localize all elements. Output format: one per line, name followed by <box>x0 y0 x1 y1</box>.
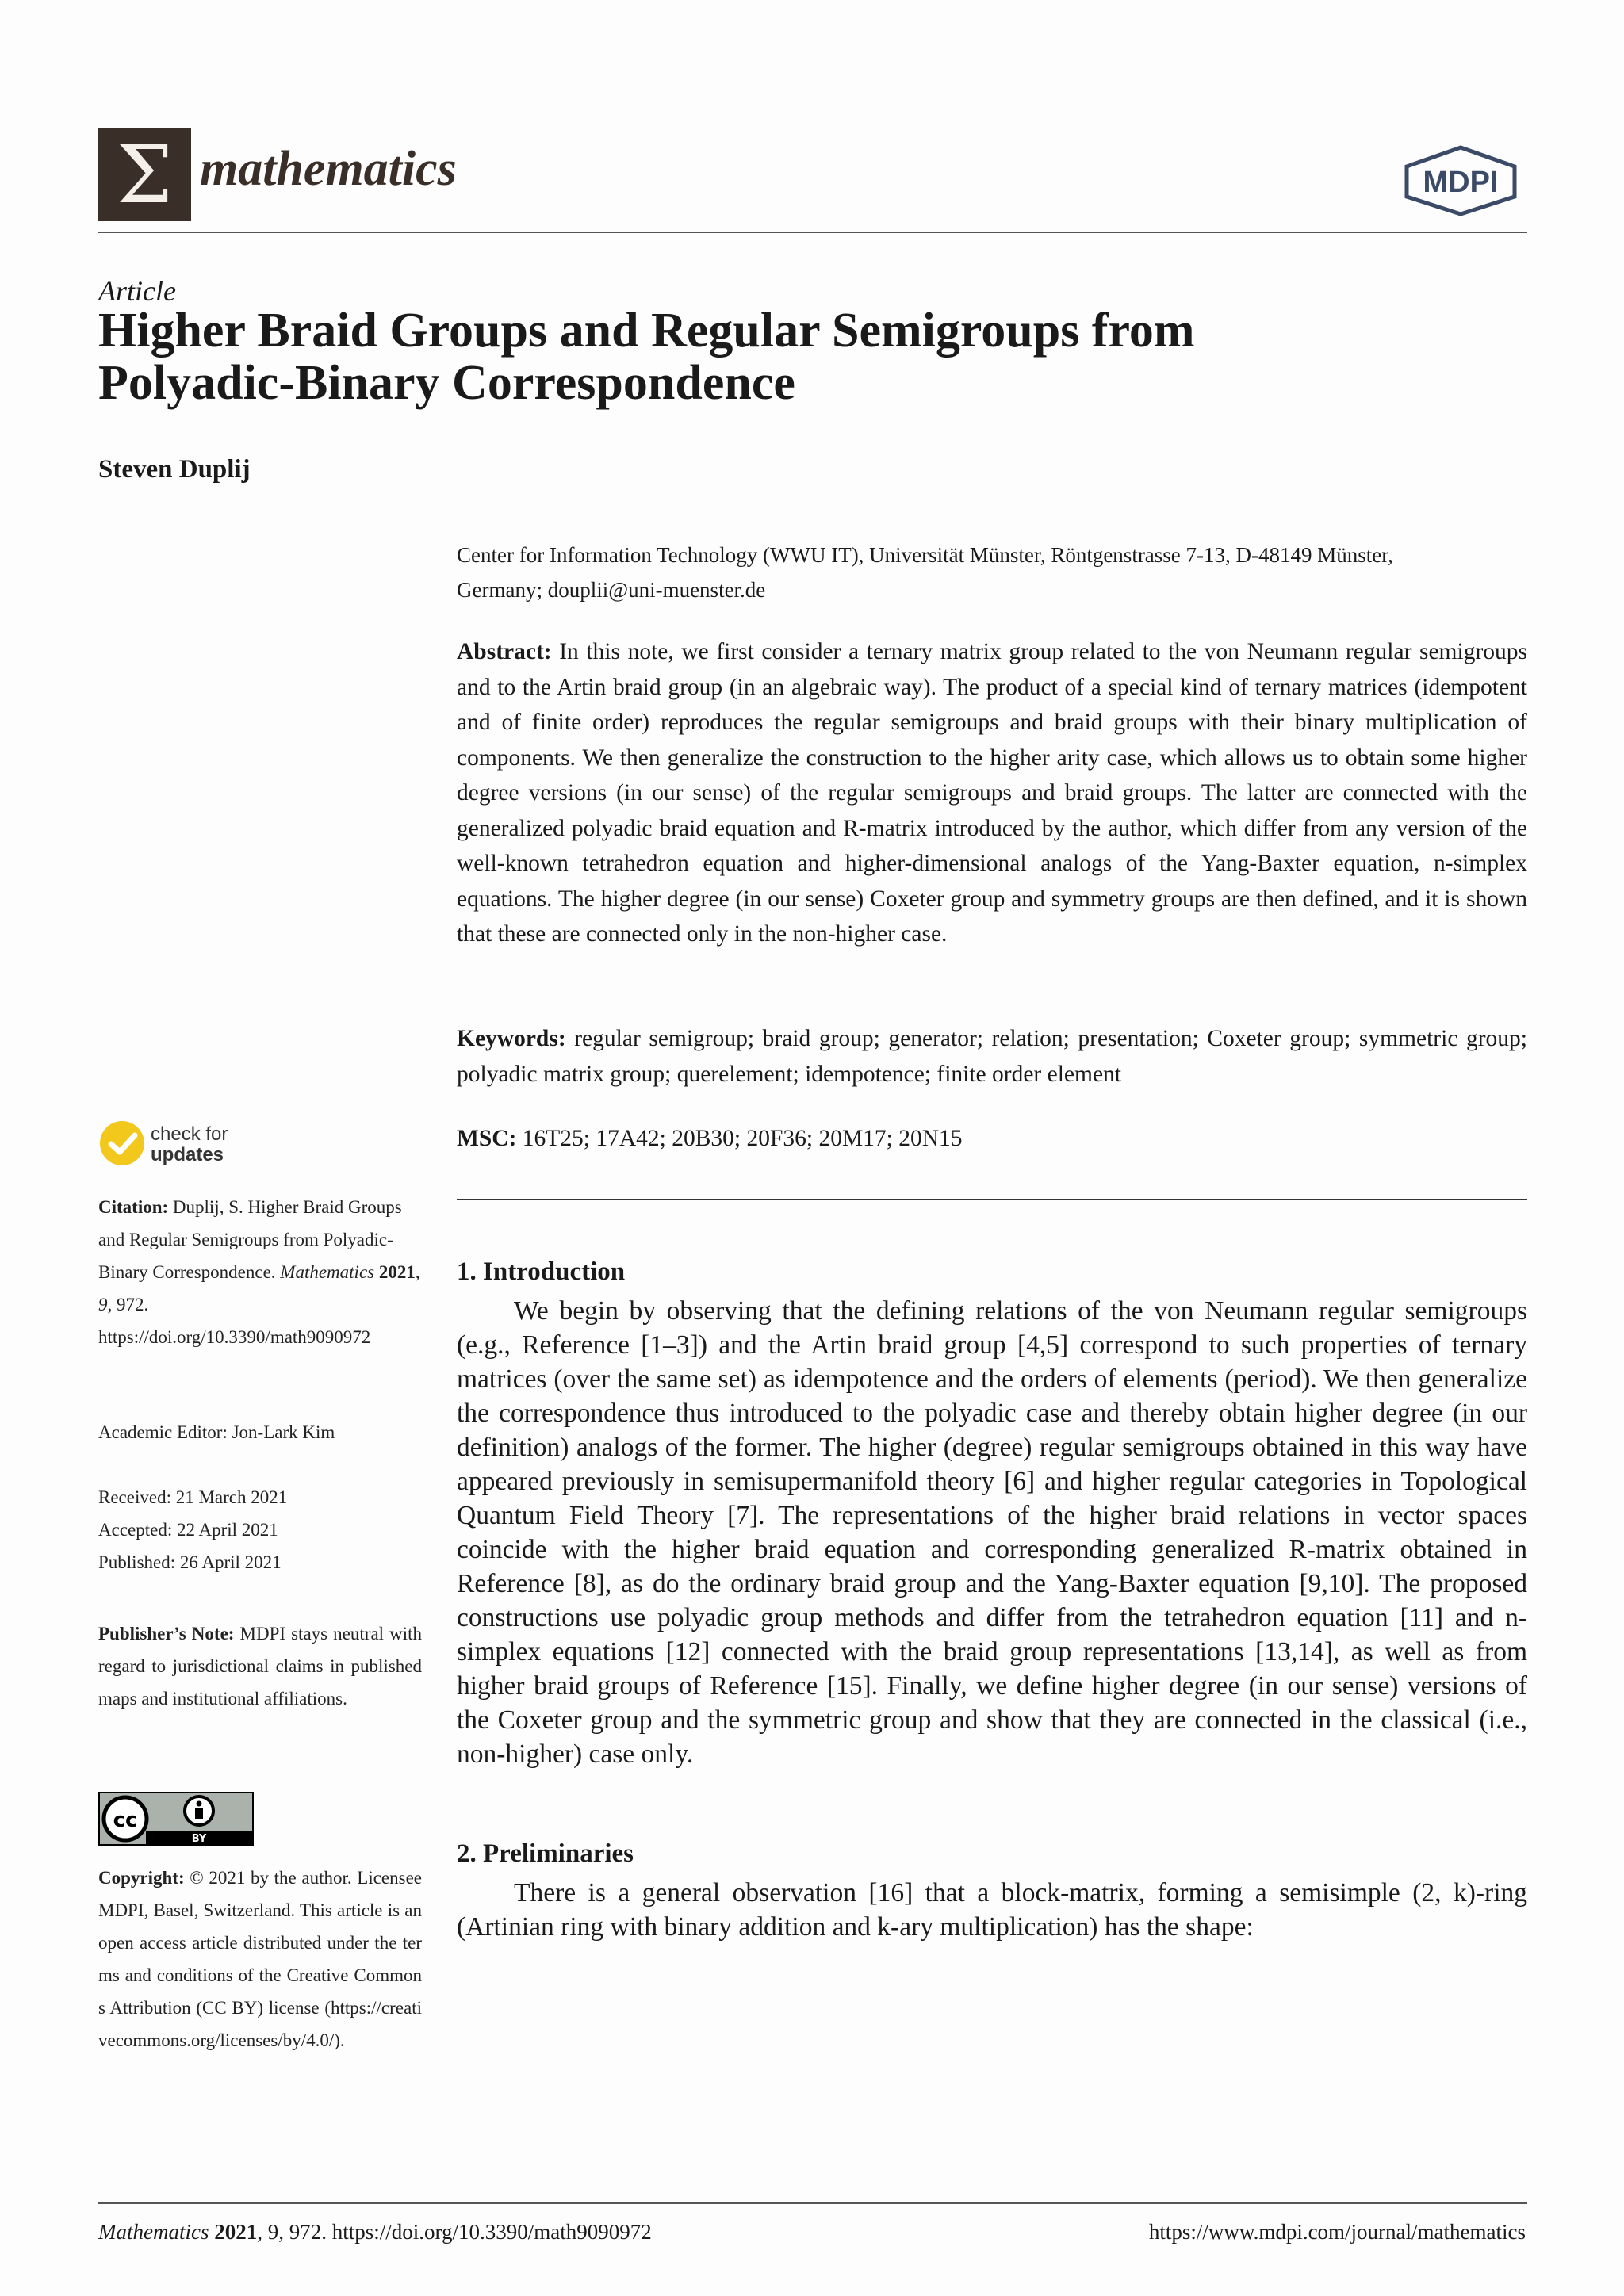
footer-journal: Mathematics <box>98 2220 209 2244</box>
journal-logo: Σ <box>98 128 191 221</box>
section-divider <box>457 1199 1527 1200</box>
journal-name: mathematics <box>200 142 457 196</box>
article-type: Article <box>98 275 176 307</box>
keywords-text: regular semigroup; braid group; generator; relation; presentation; Coxeter group; symmetric group; polyadic matrix group; querelement; idempotence; finite order element <box>457 1026 1527 1087</box>
citation-journal: Mathematics <box>280 1262 375 1282</box>
footer-year: 2021 <box>214 2220 258 2244</box>
author-name: Steven Duplij <box>98 455 251 484</box>
check-updates-line1: check for <box>151 1123 228 1145</box>
header-rule <box>98 232 1527 233</box>
citation: Citation: Duplij, S. Higher Braid Groups and Regular Semigroups from Polyadic-Binary Correspondence. Mathematics 2021, 9, 972. https://doi.org/10.3390/math9090972 <box>98 1197 420 1347</box>
footer-doi[interactable]: , 9, 972. https://doi.org/10.3390/math9090972 <box>257 2220 652 2244</box>
publisher-note-label: Publisher’s Note: <box>98 1624 235 1644</box>
msc-text: 16T25; 17A42; 20B30; 20F36; 20M17; 20N15 <box>522 1126 963 1151</box>
accepted-date: Accepted: 22 April 2021 <box>98 1520 278 1540</box>
mdpi-logo-text: MDPI <box>1423 166 1499 199</box>
copyright-label: Copyright: <box>98 1868 185 1888</box>
svg-text:cc: cc <box>113 1808 138 1832</box>
check-updates-line2: updates <box>151 1144 224 1165</box>
preliminaries-paragraph: There is a general observation [16] that a block-matrix, forming a semisimple (2, k)-ring (Artinian ring with binary addition and k-ary multiplication) has the shape: <box>457 1878 1527 1942</box>
citation-doi[interactable]: 972. https://doi.org/10.3390/math9090972 <box>98 1295 371 1347</box>
copyright-text: © 2021 by the author. Licensee MDPI, Basel, Switzerland. This article is an open access article distributed under the terms and conditions of the Creative Commons Attribution (CC BY) license (https://creativecommons.org/licenses/by/4.0/). <box>98 1868 422 2050</box>
paper-title: Higher Braid Groups and Regular Semigroups from Polyadic-Binary Correspondence <box>98 304 1195 410</box>
msc-label: MSC: <box>457 1126 517 1151</box>
introduction-paragraph: We begin by observing that the defining relations of the von Neumann regular semigroups (e.g., Reference [1–3]) and the Artin braid group [4,5] correspond to such properties of ternary matrices (over the same set) as idempotence and the orders of elements (period). We then generalize the correspondence thus introduced to the polyadic case and thereby obtain higher degree (in our definition) analogs of the former. The higher (degree) regular semigroups obtained in this way have appeared previously in semisupermanifold theory [6] and higher regular categories in Topological Quantum Field Theory [7]. The representations of the higher braid relations in vector spaces coincide with the higher braid equation and corresponding generalized R-matrix obtained in Reference [8], as do the ordinary braid group and the Yang-Baxter equation [9,10]. The proposed constructions use polyadic group methods and differ from the tetrahedron equation [11] and n-simplex equations [12] connected with the braid group representations [13,14], as well as from higher braid groups of Reference [15]. Finally, we define higher degree (in our sense) versions of the Coxeter group and the symmetric group and show that they are connected in the classical (i.e., non-higher) case only. <box>457 1296 1527 1769</box>
abstract <box>457 634 1527 952</box>
citation-year: 2021 <box>378 1262 416 1282</box>
copyright <box>98 1862 422 2057</box>
mdpi-logo <box>1397 144 1524 217</box>
publisher-note-text: MDPI stays neutral with regard to jurisdictional claims in published maps and institutional affiliations. <box>98 1624 422 1709</box>
abstract-label: Abstract: <box>457 639 552 664</box>
section-heading-introduction: 1. Introduction <box>457 1257 626 1286</box>
citation-volume: 9 <box>98 1295 108 1314</box>
section-heading-preliminaries: 2. Preliminaries <box>457 1839 634 1868</box>
check-updates-link[interactable] <box>151 1124 228 1165</box>
keywords <box>457 1021 1527 1092</box>
keywords-label: Keywords: <box>457 1026 566 1051</box>
citation-label: Citation: <box>98 1197 169 1217</box>
msc <box>457 1126 963 1152</box>
affiliation: Center for Information Technology (WWU IT), Universität Münster, Röntgenstrasse 7-13, D-48149 Münster, Germany; douplii@uni-muenster.de <box>457 543 1393 602</box>
footer-rule <box>98 2202 1527 2204</box>
footer-url[interactable]: https://www.mdpi.com/journal/mathematics <box>1148 2220 1526 2244</box>
academic-editor: Academic Editor: Jon-Lark Kim <box>98 1422 335 1442</box>
published-date: Published: 26 April 2021 <box>98 1552 282 1572</box>
publisher-note <box>98 1617 422 1715</box>
check-updates-icon[interactable] <box>98 1119 146 1167</box>
cc-by-label: BY <box>191 1833 207 1845</box>
abstract-text: In this note, we first consider a ternary matrix group related to the von Neumann regular semigroups and to the Artin braid group (in an algebraic way). The product of a special kind of ternary matrices (idempotent and of finite order) reproduces the regular semigroups and braid groups with their binary multiplication of components. We then generalize the construction to the higher arity case, which allows us to obtain some higher degree versions (in our sense) of the regular semigroups and braid groups. The latter are connected with the generalized polyadic braid equation and R-matrix introduced by the author, which differ from any version of the well-known tetrahedron equation and higher-dimensional analogs of the Yang-Baxter equation, n-simplex equations. The higher degree (in our sense) Coxeter group and symmetry groups are then defined, and it is shown that these are connected only in the non-higher case. <box>457 639 1528 947</box>
citation-text: Duplij, S. Higher Braid Groups and Regular Semigroups from Polyadic-Binary Correspondence. <box>98 1197 402 1282</box>
cc-by-badge[interactable] <box>98 1792 254 1846</box>
footer-citation <box>98 2220 652 2244</box>
received-date: Received: 21 March 2021 <box>98 1487 288 1507</box>
